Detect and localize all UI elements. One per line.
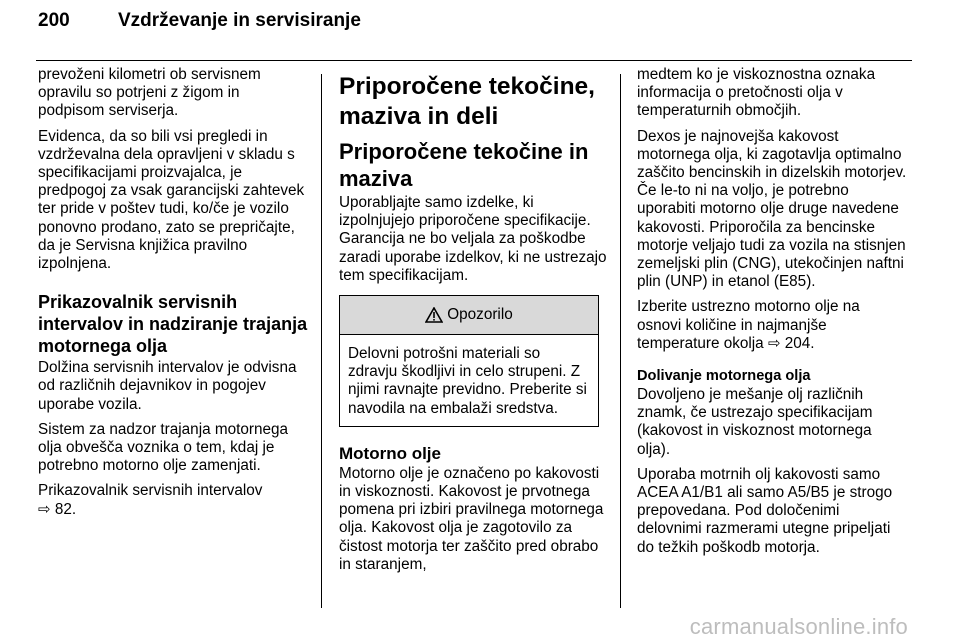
column-divider-1 — [321, 74, 322, 608]
paragraph — [637, 298, 907, 353]
header-rule — [36, 60, 912, 61]
page-number: 200 — [38, 10, 70, 31]
watermark: carmanualsonline.info — [689, 614, 908, 639]
paragraph: Uporabljajte samo izdelke, ki izpolnjujejo priporočene specifikacije. Garancija ne bo veljala za poškodbe zaradi uporabe izdelkov, ki ne ustrezajo tem specifikacijam. — [339, 194, 607, 284]
column-1 — [38, 66, 308, 526]
paragraph-text: Izberite ustrezno motorno olje na osnovi količine in najmanjše temperature okolja — [637, 298, 860, 352]
section-heading: Prikazovalnik servisnih intervalov in nadziranje trajanja motornega olja — [38, 292, 308, 357]
warning-body: Delovni potrošni materiali so zdravju škodljivi in celo strupeni. Z njimi ravnajte previdno. Preberite si navodila na embalaži sredstva. — [348, 345, 587, 417]
paragraph: Dexos je najnovejša kakovost motornega olja, ki zagotavlja optimalno zaščito bencinskih in dizelskih motorjev. Če le-to ni na voljo, je potrebno uporabiti motorno olje druge navedene kakovosti. Priporočila za bencinske motorje veljajo tudi za vozila na stisnjen zemeljski plin (CNG), utekočinjen naftni plin (UNP) in etanol (E85). — [637, 127, 907, 291]
warning-triangle-icon — [425, 307, 443, 323]
column-2 — [339, 66, 607, 581]
warning-box — [339, 295, 599, 427]
column-divider-2 — [620, 74, 621, 608]
page-title: Vzdrževanje in servisiranje — [118, 10, 361, 31]
column-3 — [637, 66, 907, 564]
paragraph — [38, 482, 308, 518]
page-reference-arrow-icon: ⇨ — [38, 500, 51, 518]
page-reference-arrow-icon: ⇨ — [767, 334, 781, 352]
paragraph: Uporaba motrnih olj kakovosti samo ACEA A1/B1 ali samo A5/B5 je strogo prepovedana. Pod določenimi delovnimi razmerami utegne pripeljati do težkih poškodb motorja. — [637, 465, 893, 556]
warning-title: Opozorilo — [447, 305, 513, 323]
paragraph-text: Prikazovalnik servisnih intervalov — [38, 482, 263, 500]
page-reference-link[interactable]: 204. — [784, 334, 815, 352]
paragraph: Motorno olje je označeno po kakovosti in viskoznosti. Kakovost je prvotnega pomena pri izbiri pravilnega motornega olja. Kakovost olja je zagotovilo za čistost motorja ter zaščito pred obrabo in staranjem, — [339, 464, 604, 573]
paragraph: medtem ko je viskoznostna oznaka informacija o pretočnosti olja v temperaturnih območjih. — [637, 66, 876, 120]
paragraph: Dolžina servisnih intervalov je odvisna od različnih dejavnikov in pogojev uporabe vozila. — [38, 359, 297, 413]
subsection-heading: Dolivanje motornega olja — [637, 368, 811, 385]
warning-header — [340, 296, 598, 335]
subsection-heading: Motorno olje — [339, 443, 441, 463]
paragraph: Sistem za nadzor trajanja motornega olja obvešča voznika o tem, kdaj je potrebno motorno olje zamenjati. — [38, 420, 288, 475]
section-heading: Priporočene tekočine in maziva — [339, 139, 589, 191]
page-header — [38, 10, 361, 32]
paragraph: Evidenca, da so bili vsi pregledi in vzdrževalna dela opravljeni v skladu s specifikacijami proizvajalca, je predpogoj za vsak garancijski zahtevek ter pride v poštev tudi, ko/če je vozilo ponovno prodano, zato se prepričajte, da je Servisna knjižica pravilno izpolnjena. — [38, 127, 305, 273]
paragraph: Dovoljeno je mešanje olj različnih znamk, če ustrezajo specifikacijam (kakovost in viskoznost motornega olja). — [637, 386, 873, 458]
chapter-heading: Priporočene tekočine, maziva in deli — [339, 73, 595, 130]
paragraph: prevoženi kilometri ob servisnem opravilu so potrjeni z žigom in podpisom serviserja. — [38, 66, 261, 120]
page-reference-link[interactable]: 82. — [54, 500, 77, 518]
